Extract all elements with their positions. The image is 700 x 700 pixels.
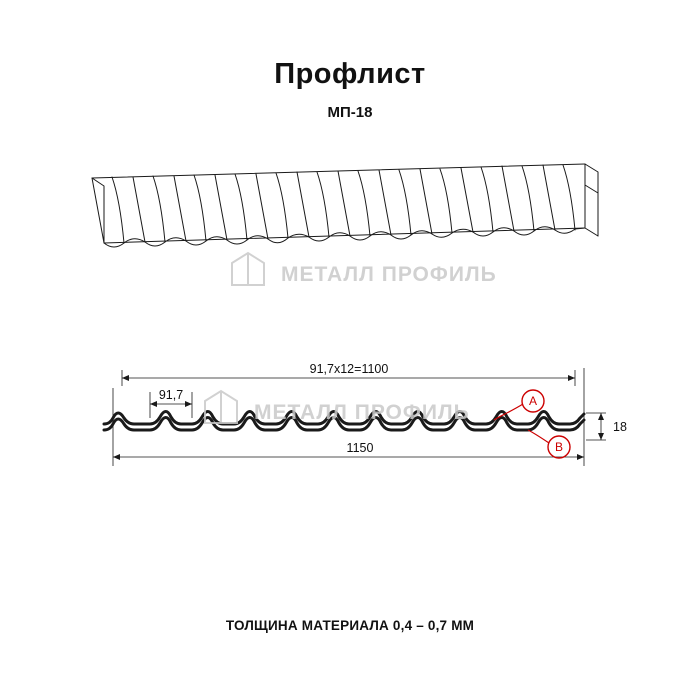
material-thickness-note: ТОЛЩИНА МАТЕРИАЛА 0,4 – 0,7 ММ (225, 618, 475, 633)
callout-b (528, 430, 570, 458)
product-code: МП-18 (327, 104, 373, 121)
page-title: Профлист (274, 58, 426, 90)
dimension-height-label: 18 (613, 420, 627, 434)
dimension-top-label: 91,7x12=1100 (309, 362, 389, 376)
watermark-label-top: МЕТАЛЛ ПРОФИЛЬ (281, 263, 497, 286)
watermark-illustration (232, 253, 497, 286)
dimension-bottom-label: 1150 (346, 441, 374, 455)
watermark-label-bottom: МЕТАЛЛ ПРОФИЛЬ (254, 401, 470, 424)
sheet-3d-illustration (92, 164, 598, 247)
callout-b-label: B (554, 440, 564, 454)
watermark-cross-section (205, 391, 470, 424)
callout-a (494, 390, 544, 420)
dimension-pitch-label: 91,7 (158, 388, 184, 402)
callout-a-label: A (528, 394, 538, 408)
